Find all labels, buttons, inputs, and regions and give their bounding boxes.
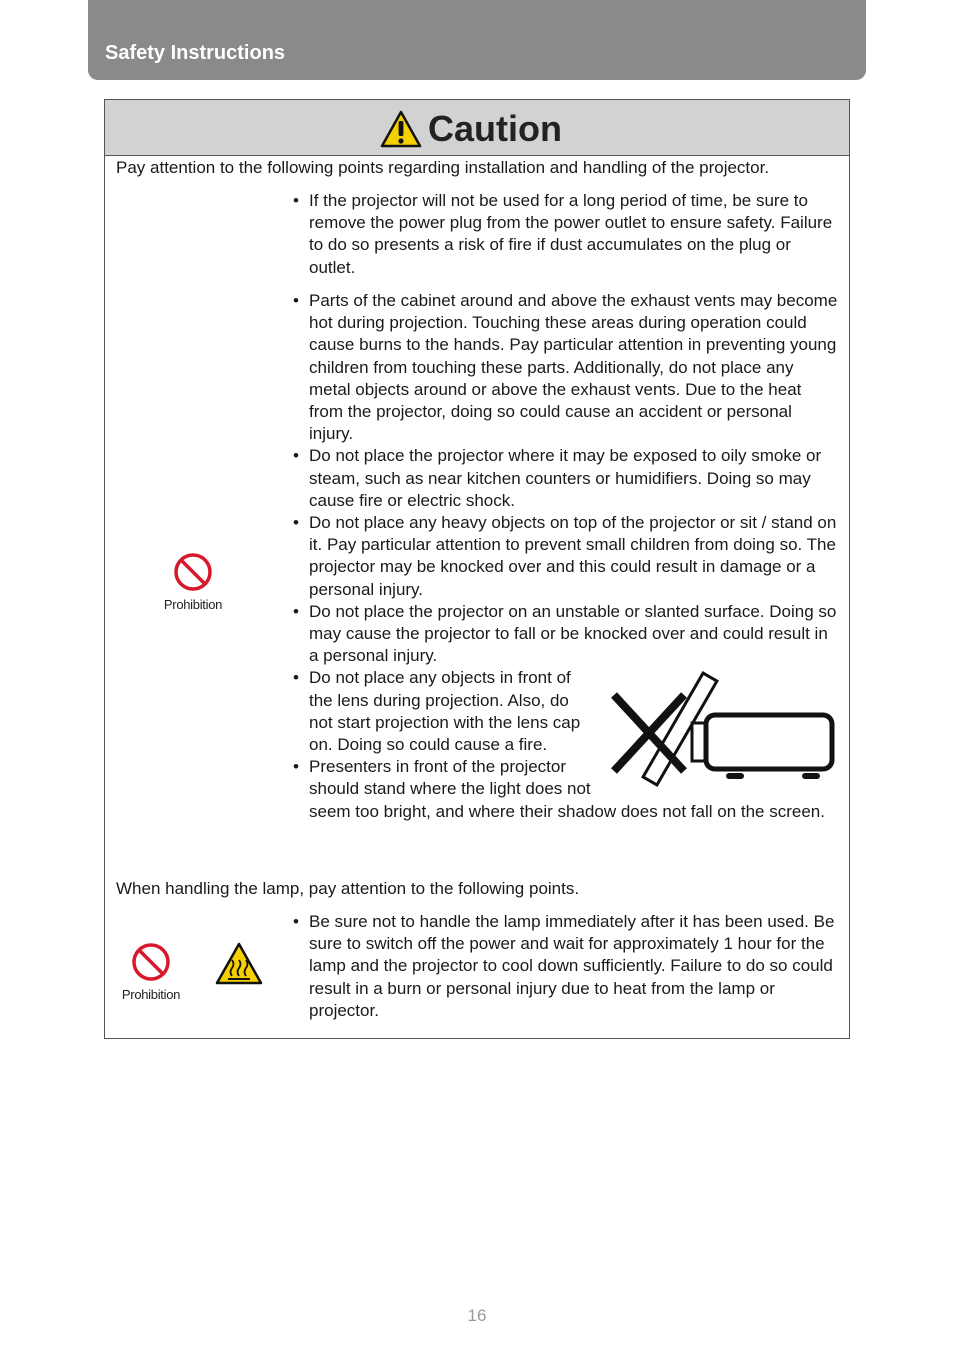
list-item: • Presenters in front of the projector should stand where the light does not seem too bright, and where their shadow does not fall on the screen. <box>290 756 838 823</box>
list-item: • Do not place the projector where it may be exposed to oily smoke or steam, such as near kitchen counters or humidifiers. Doing so may cause fire or electric shock. <box>290 445 838 512</box>
prohibition-icon <box>131 942 171 982</box>
prohibition-sign-lamp <box>119 942 183 1002</box>
list-item <box>290 667 838 756</box>
list-item: • Do not place any heavy objects on top of the projector or sit / stand on it. Pay particular attention to prevent small children from doing so. The projector may be knocked over and this could result in damage or a personal injury. <box>290 512 838 601</box>
list-item: • Do not place the projector on an unstable or slanted surface. Doing so may cause the projector to fall or be knocked over and could result in a personal injury. <box>290 601 838 668</box>
lamp-bullet-list <box>290 911 838 1022</box>
prohibition-label: Prohibition <box>121 987 181 1002</box>
warning-triangle-icon <box>380 110 422 148</box>
page-header <box>88 0 866 80</box>
list-item: • Be sure not to handle the lamp immediately after it has been used. Be sure to switch off the power and wait for approximately 1 hour for the lamp and the projector to cool down sufficiently. Failure to do so could result in a burn or personal injury due to heat from the lamp or projector. <box>290 911 838 1022</box>
prohibition-label: Prohibition <box>163 597 223 612</box>
list-item: • If the projector will not be used for a long period of time, be sure to remove the power plug from the power outlet to ensure safety. Failure to do so presents a risk of fire if dust accumulates on the plug or outlet. <box>290 190 838 279</box>
hot-surface-warning-icon <box>215 942 263 986</box>
installation-bullet-list-2 <box>290 290 838 823</box>
page-number: 16 <box>467 1306 487 1325</box>
lamp-intro: When handling the lamp, pay attention to the following points. <box>116 879 580 898</box>
caution-title: Caution <box>428 108 562 149</box>
installation-bullet-list-1 <box>290 190 838 279</box>
list-item-text: Do not place any objects in front of the lens during projection. Also, do not start projection with the lens cap on. Doing so could cause a fire. <box>309 668 581 755</box>
prohibition-icon <box>173 552 213 592</box>
caution-box <box>104 99 850 1039</box>
list-item: • Parts of the cabinet around and above the exhaust vents may become hot during projection. Touching these areas during operation could cause burns to the hands. Pay particular attention in preventing young children from touching these parts. Additionally, do not place any metal objects around or above the exhaust vents. Due to the heat from the projector, doing so could cause an accident or personal injury. <box>290 290 838 445</box>
caution-banner <box>105 100 849 156</box>
prohibition-sign-installation <box>161 552 225 612</box>
installation-intro: Pay attention to the following points regarding installation and handling of the projector. <box>116 158 770 177</box>
section-title: Safety Instructions <box>105 42 286 64</box>
